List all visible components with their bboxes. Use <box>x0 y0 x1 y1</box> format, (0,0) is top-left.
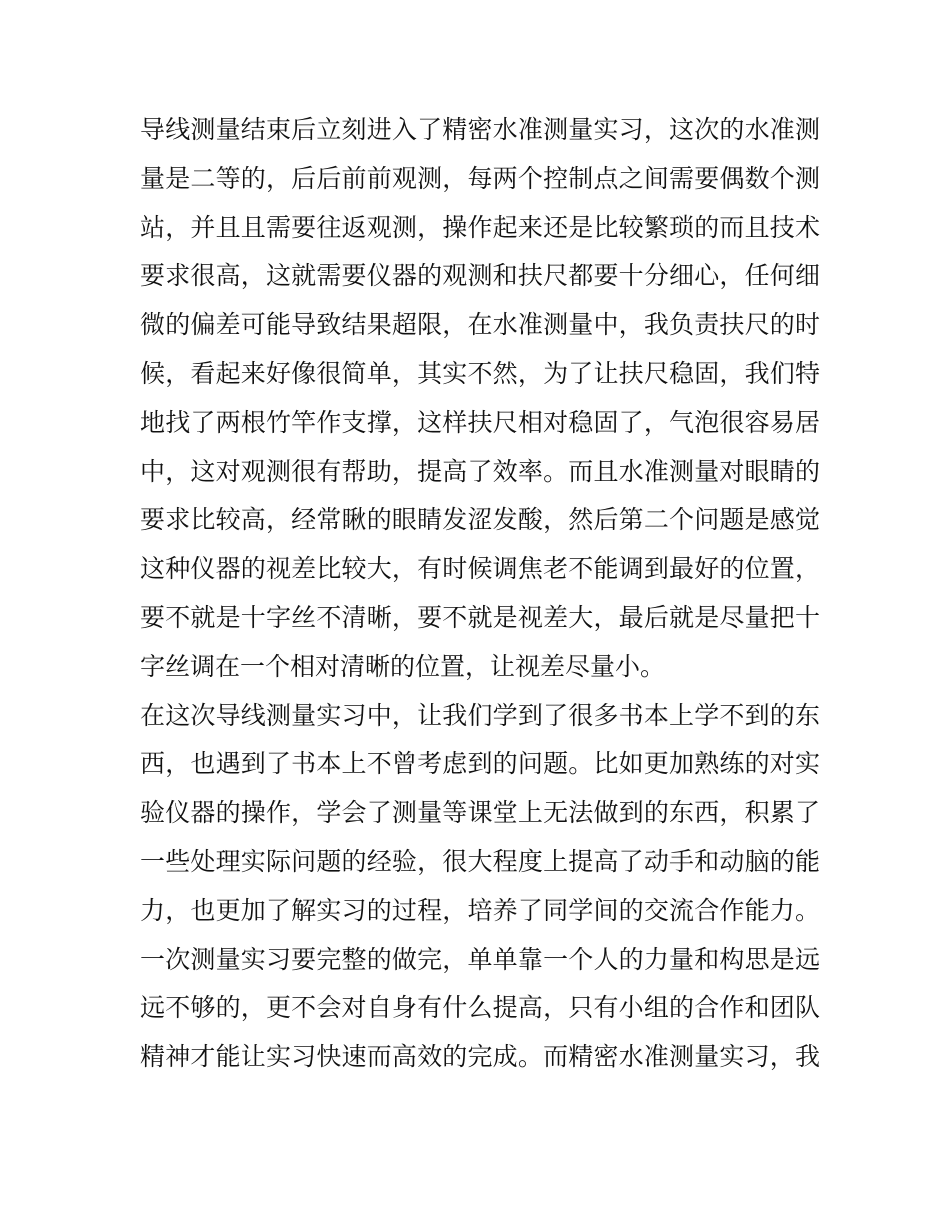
text-line: 力，也更加了解实习的过程，培养了同学间的交流合作能力。 <box>140 895 820 925</box>
text-line: 远不够的，更不会对自身有什么提高，只有小组的合作和团队 <box>140 993 820 1023</box>
body-text <box>140 106 820 1082</box>
text-line: 精神才能让实习快速而高效的完成。而精密水准测量实习，我 <box>140 1042 820 1072</box>
text-line: 导线测量结束后立刻进入了精密水准测量实习，这次的水准测 <box>140 115 820 144</box>
text-line: 在这次导线测量实习中，让我们学到了很多书本上学不到的东 <box>140 700 820 730</box>
text-line: 地找了两根竹竿作支撑，这样扶尺相对稳固了，气泡很容易居 <box>140 407 820 437</box>
text-line: 一次测量实习要完整的做完，单单靠一个人的力量和构思是远 <box>140 944 820 974</box>
text-line: 字丝调在一个相对清晰的位置，让视差尽量小。 <box>140 651 666 681</box>
text-line: 验仪器的操作，学会了测量等课堂上无法做到的东西，积累了 <box>140 798 820 828</box>
text-line: 中，这对观测很有帮助，提高了效率。而且水准测量对眼睛的 <box>140 456 820 486</box>
text-line: 量是二等的，后后前前观测，每两个控制点之间需要偶数个测 <box>140 163 820 193</box>
text-line: 要求很高，这就需要仪器的观测和扶尺都要十分细心，任何细 <box>140 261 820 291</box>
text-line: 西，也遇到了书本上不曾考虑到的问题。比如更加熟练的对实 <box>140 749 820 779</box>
text-line: 站，并且且需要往返观测，操作起来还是比较繁琐的而且技术 <box>140 212 820 242</box>
text-line: 候，看起来好像很简单，其实不然，为了让扶尺稳固，我们特 <box>140 358 820 388</box>
text-line: 这种仪器的视差比较大，有时候调焦老不能调到最好的位置， <box>140 554 820 584</box>
text-line: 要求比较高，经常瞅的眼睛发涩发酸，然后第二个问题是感觉 <box>140 505 820 535</box>
text-line: 要不就是十字丝不清晰，要不就是视差大，最后就是尽量把十 <box>140 602 820 632</box>
text-line: 一些处理实际问题的经验，很大程度上提高了动手和动脑的能 <box>140 846 820 876</box>
text-line: 微的偏差可能导致结果超限，在水准测量中，我负责扶尺的时 <box>140 310 820 340</box>
